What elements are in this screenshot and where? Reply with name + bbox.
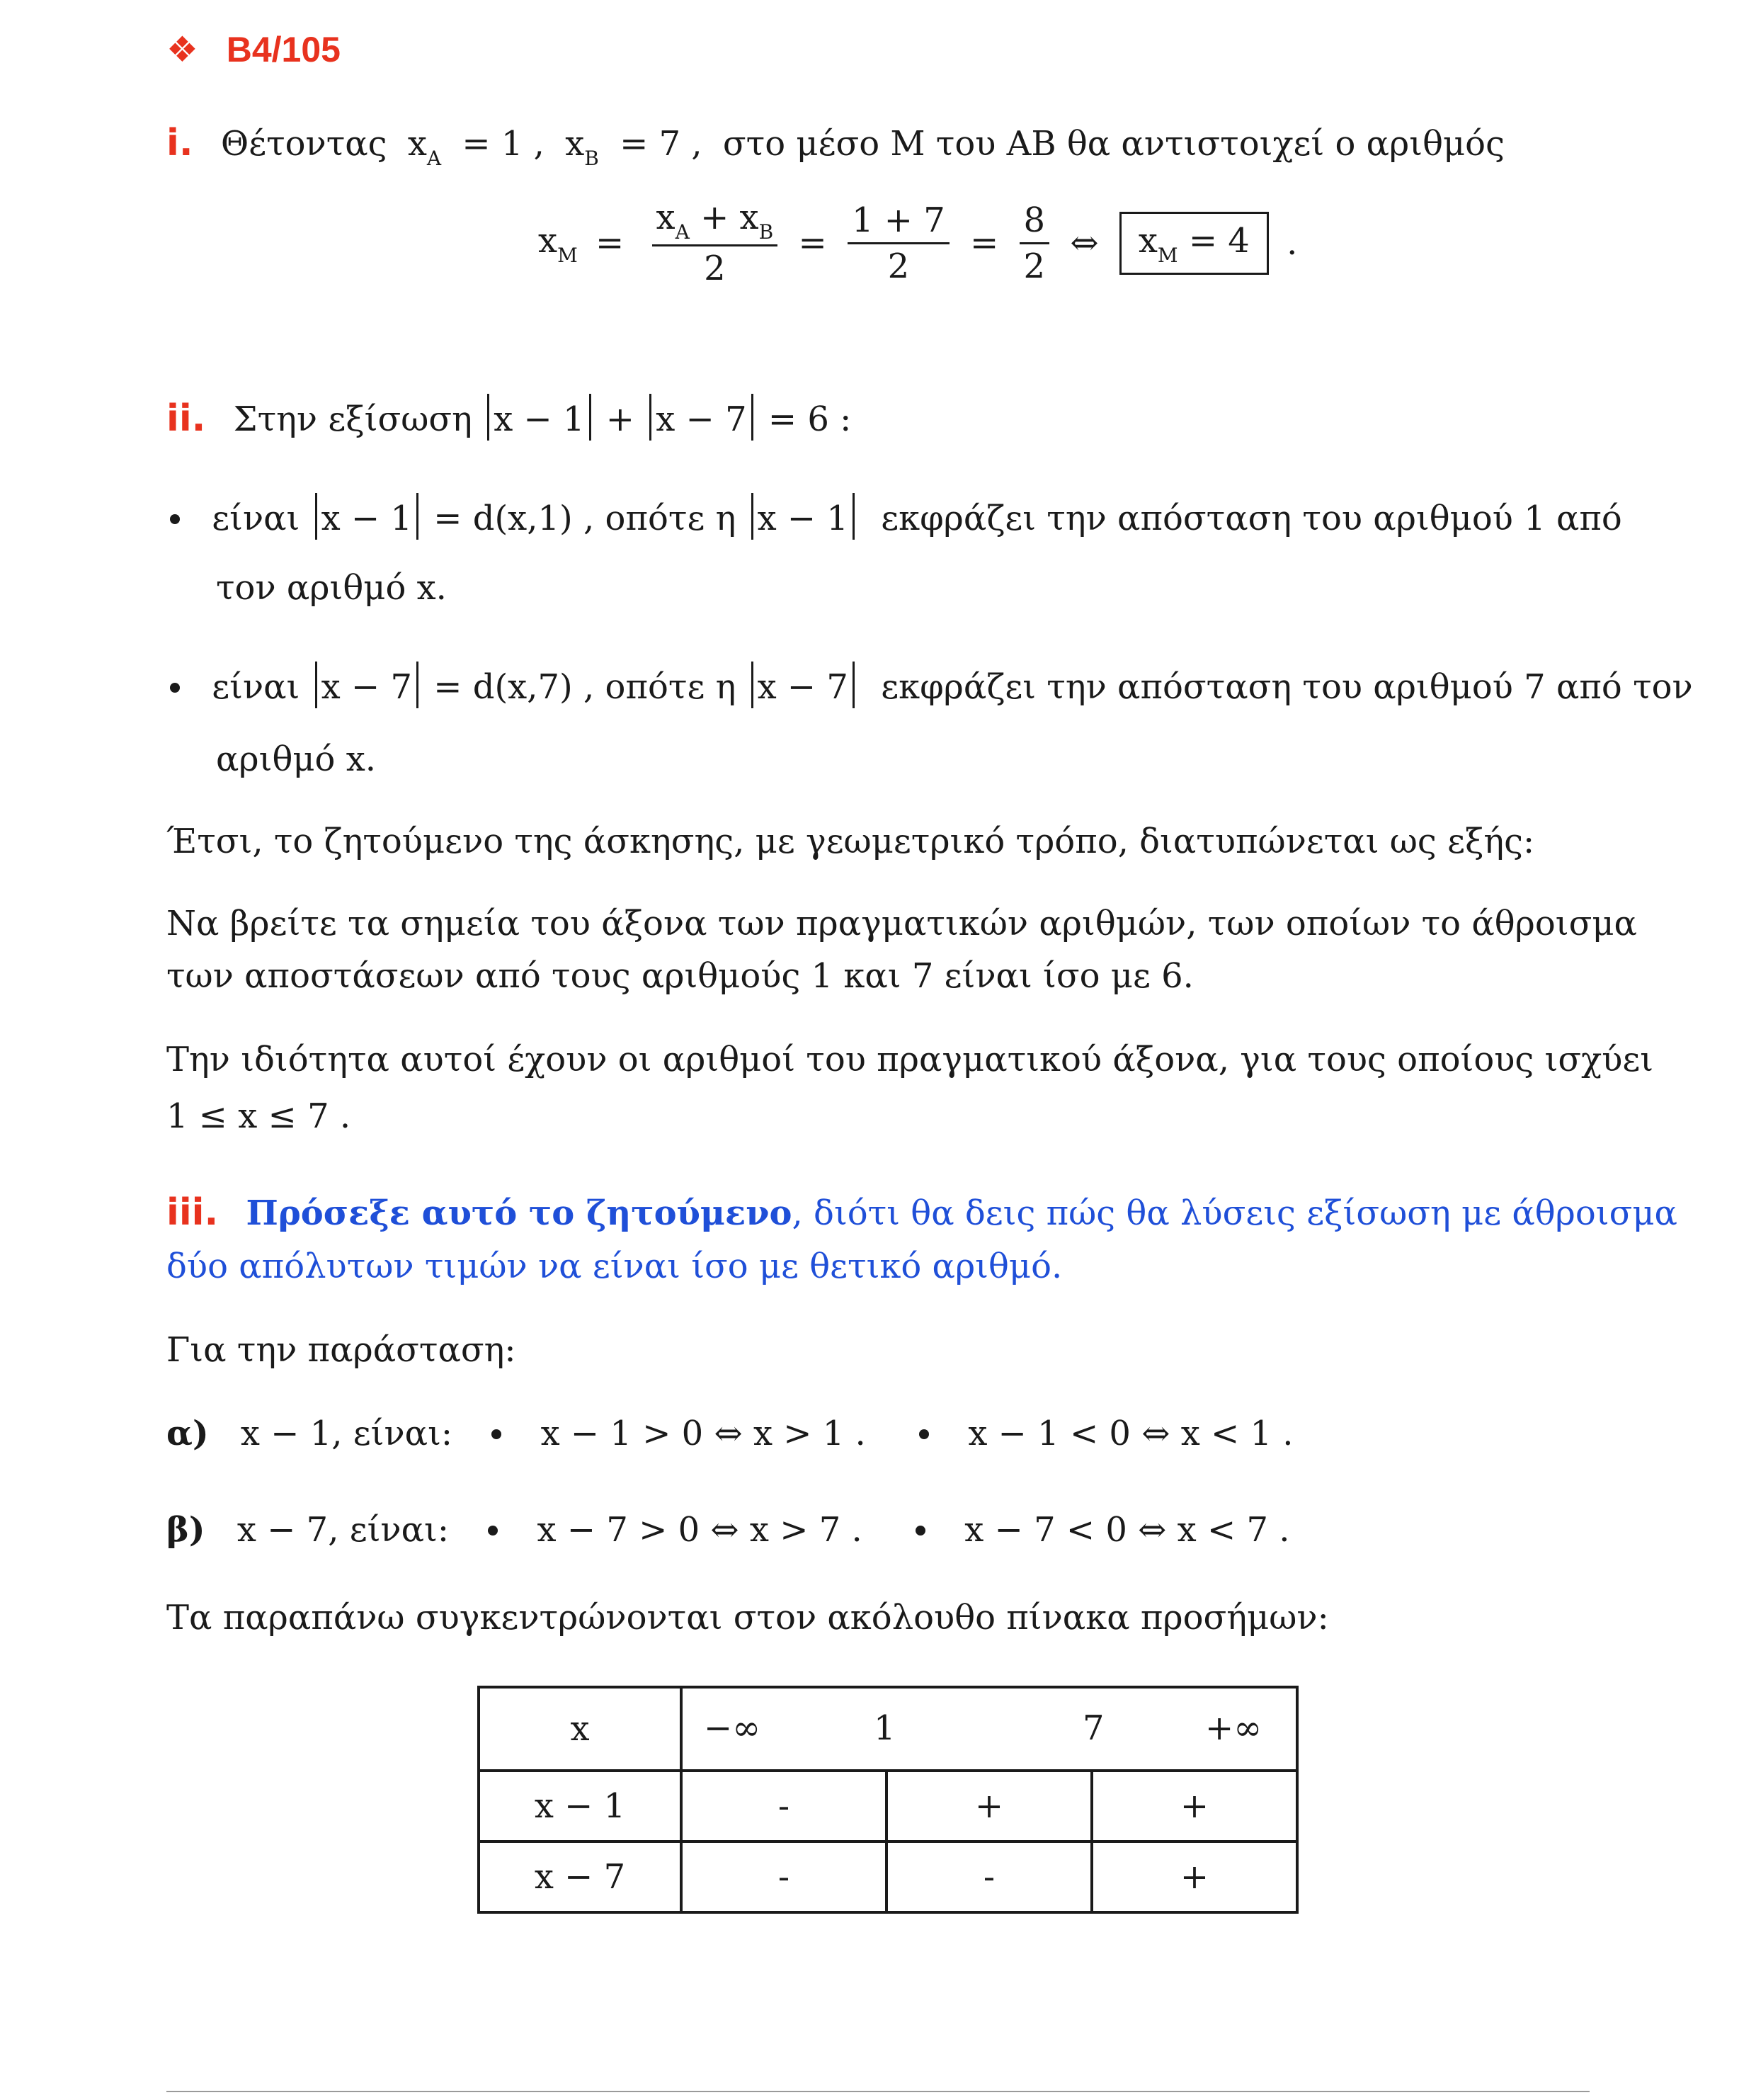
boxed-result: $x_M = 4$ [1119, 212, 1269, 275]
paragraph-problem-line1: Να βρείτε τα σημεία του άξονα των πραγματικών αριθμών, των οποίων το άθροισμα [166, 904, 1637, 943]
bullet-icon [491, 1429, 501, 1439]
xb-value: = 7 , [620, 124, 702, 164]
table-cell: - [886, 1841, 1092, 1912]
part-ii-label: ii. [166, 397, 206, 440]
part-i-text-end: στο μέσο Μ του ΑΒ θα αντιστοιχεί ο αριθμός [722, 124, 1505, 164]
bullet-icon [919, 1429, 929, 1439]
bullet-item-1-line2: τον αριθμό x. [216, 568, 447, 608]
table-cell: + [1092, 1771, 1297, 1841]
table-cell: - [681, 1841, 886, 1912]
paragraph-property-line2: 1 ≤ x ≤ 7 . [166, 1096, 351, 1136]
table-row [479, 1771, 1297, 1841]
exercise-title: B4/105 [226, 30, 341, 69]
bullet-item-2: είναι x − 7 = d(x,7) , οπότε η x − 7 εκφράζει την απόσταση του αριθμού 7 από τον [170, 662, 1693, 708]
part-i-label: i. [166, 122, 193, 164]
table-header-pos-inf: +∞ [1205, 1708, 1262, 1748]
part-iii-bold: Πρόσεξε αυτό το ζητούμενο [246, 1193, 792, 1233]
table-row-label: x − 1 [479, 1771, 681, 1841]
paragraph-property-line1: Την ιδιότητα αυτοί έχουν οι αριθμοί του πραγματικού άξονα, για τους οποίους ισχύει [166, 1040, 1654, 1079]
sign-table [477, 1686, 1299, 1914]
bullet-item-1: είναι x − 1 = d(x,1) , οπότε η x − 1 εκφράζει την απόσταση του αριθμού 1 από [170, 493, 1622, 540]
part-iii-statement: iii. Πρόσεξε αυτό το ζητούμενο, διότι θα δεις πώς θα λύσεις εξίσωση με άθροισμα [166, 1191, 1677, 1234]
table-header-root-1: 1 [874, 1708, 896, 1748]
fraction-1: $\frac{x_A + x_B}{2}$ [652, 200, 778, 286]
bullet-icon [488, 1526, 498, 1536]
table-cell: + [886, 1771, 1092, 1841]
case-beta: β) x − 7, είναι: x − 7 > 0 ⇔ x > 7 . x − 7 < 0 ⇔ x < 7 . [166, 1510, 1290, 1550]
paragraph-problem-line2: των αποστάσεων από τους αριθμούς 1 και 7 είναι ίσο με 6. [166, 956, 1194, 996]
footer-divider [166, 2091, 1590, 2092]
part-i-statement: i. Θέτοντας $x_A = 1$ , $x_B = 7$ , στο μέσο Μ του ΑΒ θα αντιστοιχεί ο αριθμός [166, 122, 1505, 170]
part-i-text-start: Θέτοντας [220, 124, 387, 164]
part-ii-statement: ii. Στην εξίσωση x − 1 + x − 7 = 6 : [166, 394, 851, 441]
fraction-3: $\frac{8}{2}$ [1020, 203, 1050, 284]
bullet-item-2-line2: αριθμό x. [216, 739, 377, 779]
case-alpha: α) x − 1, είναι: x − 1 > 0 ⇔ x > 1 . x − 1 < 0 ⇔ x < 1 . [166, 1414, 1294, 1453]
table-header-root-7: 7 [1083, 1708, 1105, 1748]
table-row [479, 1687, 1297, 1771]
table-row-label: x − 7 [479, 1841, 681, 1912]
table-header-axis [681, 1687, 1297, 1771]
paragraph-expression: Για την παράσταση: [166, 1330, 516, 1370]
section-header [166, 28, 341, 71]
xa-value: = 1 , [462, 124, 545, 164]
table-row [479, 1841, 1297, 1912]
fraction-2: $\frac{1 + 7}{2}$ [848, 203, 950, 284]
bullet-icon [170, 683, 180, 693]
paragraph-geometric: Έτσι, το ζητούμενο της άσκησης, με γεωμετρικό τρόπο, διατυπώνεται ως εξής: [166, 822, 1535, 861]
paragraph-table-intro: Τα παραπάνω συγκεντρώνονται στον ακόλουθο πίνακα προσήμων: [166, 1598, 1329, 1638]
table-header-neg-inf: −∞ [704, 1708, 761, 1748]
bullet-icon [170, 514, 180, 524]
table-header-cell: x [479, 1687, 681, 1771]
part-iii-label: iii. [166, 1191, 219, 1234]
midpoint-formula: $x_M$ = $\frac{x_A + x_B}{2}$ = $\frac{1 + 7}{2}$ = $\frac{8}{2}$ ⇔ $x_M = 4$ . [538, 198, 1298, 288]
diamond-icon: ❖ [166, 29, 198, 70]
table-cell: - [681, 1771, 886, 1841]
bullet-icon [916, 1526, 925, 1536]
part-iii-line2: δύο απόλυτων τιμών να είναι ίσο με θετικό αριθμό. [166, 1247, 1063, 1286]
table-cell: + [1092, 1841, 1297, 1912]
